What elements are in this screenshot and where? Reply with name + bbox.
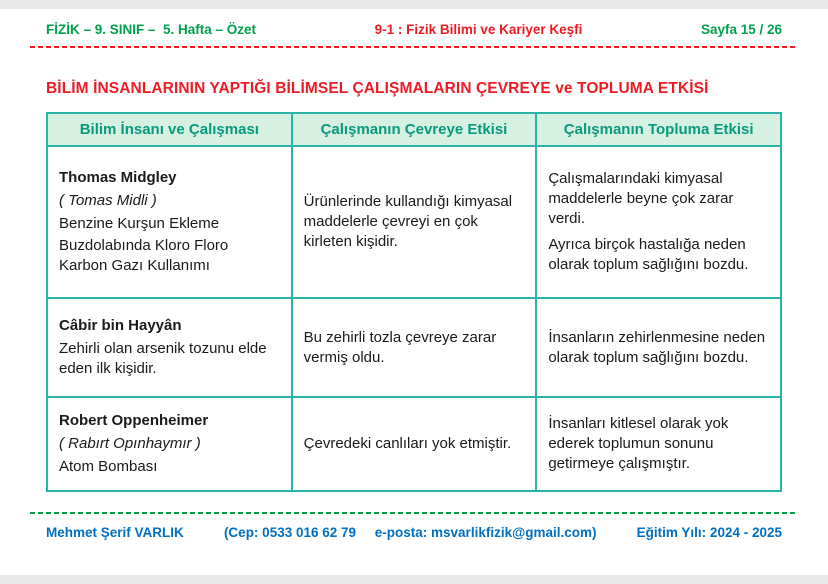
environment-impact-cell bbox=[292, 397, 537, 491]
table-body bbox=[47, 146, 781, 491]
society-impact-cell bbox=[536, 146, 781, 298]
table-row bbox=[47, 298, 781, 397]
scientist-cell bbox=[47, 397, 292, 491]
scientist-pronunciation: ( Tomas Midli ) bbox=[59, 191, 157, 209]
impact-text: Ürünlerinde kullandığı kimyasal maddelerle çevreyi en çok kirleten kişidir. bbox=[303, 193, 513, 250]
scientist-work: Zehirli olan arsenik tozunu elde eden ilk kişidir. bbox=[59, 340, 267, 377]
table-row bbox=[47, 146, 781, 298]
impact-text: Çevredeki canlıları yok etmiştir. bbox=[303, 435, 512, 453]
scientist-work: Buzdolabında Kloro Floro Karbon Gazı Kullanımı bbox=[59, 237, 229, 275]
header-course-info: FİZİK – 9. SINIF – 5. Hafta – Özet bbox=[46, 22, 257, 37]
table-row bbox=[47, 397, 781, 491]
scientist-name: Câbir bin Hayyân bbox=[59, 317, 182, 335]
impact-text: İnsanların zehirlenmesine neden olarak toplum sağlığını bozdu. bbox=[548, 328, 766, 366]
column-header-environment: Çalışmanın Çevreye Etkisi bbox=[292, 113, 537, 146]
header-divider bbox=[30, 46, 798, 48]
environment-impact-cell bbox=[292, 298, 537, 397]
footer-author-name: Mehmet Şerif VARLIK bbox=[46, 525, 184, 540]
scientist-pronunciation: ( Rabırt Opınhaymır ) bbox=[59, 435, 201, 453]
page-edge-top bbox=[0, 0, 828, 9]
footer-contact-info: (Cep: 0533 016 62 79 e-posta: msvarlikfizik@gmail.com) bbox=[223, 525, 597, 540]
impact-table bbox=[46, 112, 782, 492]
environment-impact-cell bbox=[292, 146, 537, 298]
impact-text: Ayrıca birçok hastalığa neden olarak toplum sağlığını bozdu. bbox=[548, 236, 749, 274]
table-header-row bbox=[47, 113, 781, 146]
scientist-name: Thomas Midgley bbox=[59, 169, 177, 186]
column-header-scientist: Bilim İnsanı ve Çalışması bbox=[47, 113, 292, 146]
header-page-number: Sayfa 15 / 26 bbox=[700, 22, 782, 37]
impact-text: Çalışmalarındaki kimyasal maddelerle beyne çok zarar verdi. bbox=[548, 170, 734, 227]
footer-school-year: Eğitim Yılı: 2024 - 2025 bbox=[636, 525, 782, 540]
impact-text: İnsanları kitlesel olarak yok ederek toplumun sonunu getirmeye çalışmıştır. bbox=[548, 415, 729, 472]
scientist-work: Benzine Kurşun Ekleme bbox=[59, 214, 220, 232]
column-header-society: Çalışmanın Topluma Etkisi bbox=[536, 113, 781, 146]
scientist-work: Atom Bombası bbox=[59, 457, 158, 475]
society-impact-cell bbox=[536, 397, 781, 491]
scientist-cell bbox=[47, 146, 292, 298]
page-edge-bottom bbox=[0, 575, 828, 584]
header-unit-title: 9-1 : Fizik Bilimi ve Kariyer Keşfi bbox=[374, 22, 583, 37]
page-title: BİLİM İNSANLARININ YAPTIĞI BİLİMSEL ÇALIŞMALARIN ÇEVREYE ve TOPLUMA ETKİSİ bbox=[46, 80, 709, 97]
society-impact-cell bbox=[536, 298, 781, 397]
scientist-cell bbox=[47, 298, 292, 397]
impact-text: Bu zehirli tozla çevreye zarar vermiş oldu. bbox=[303, 328, 497, 366]
document-footer bbox=[0, 514, 828, 540]
scientist-name: Robert Oppenheimer bbox=[59, 412, 209, 430]
